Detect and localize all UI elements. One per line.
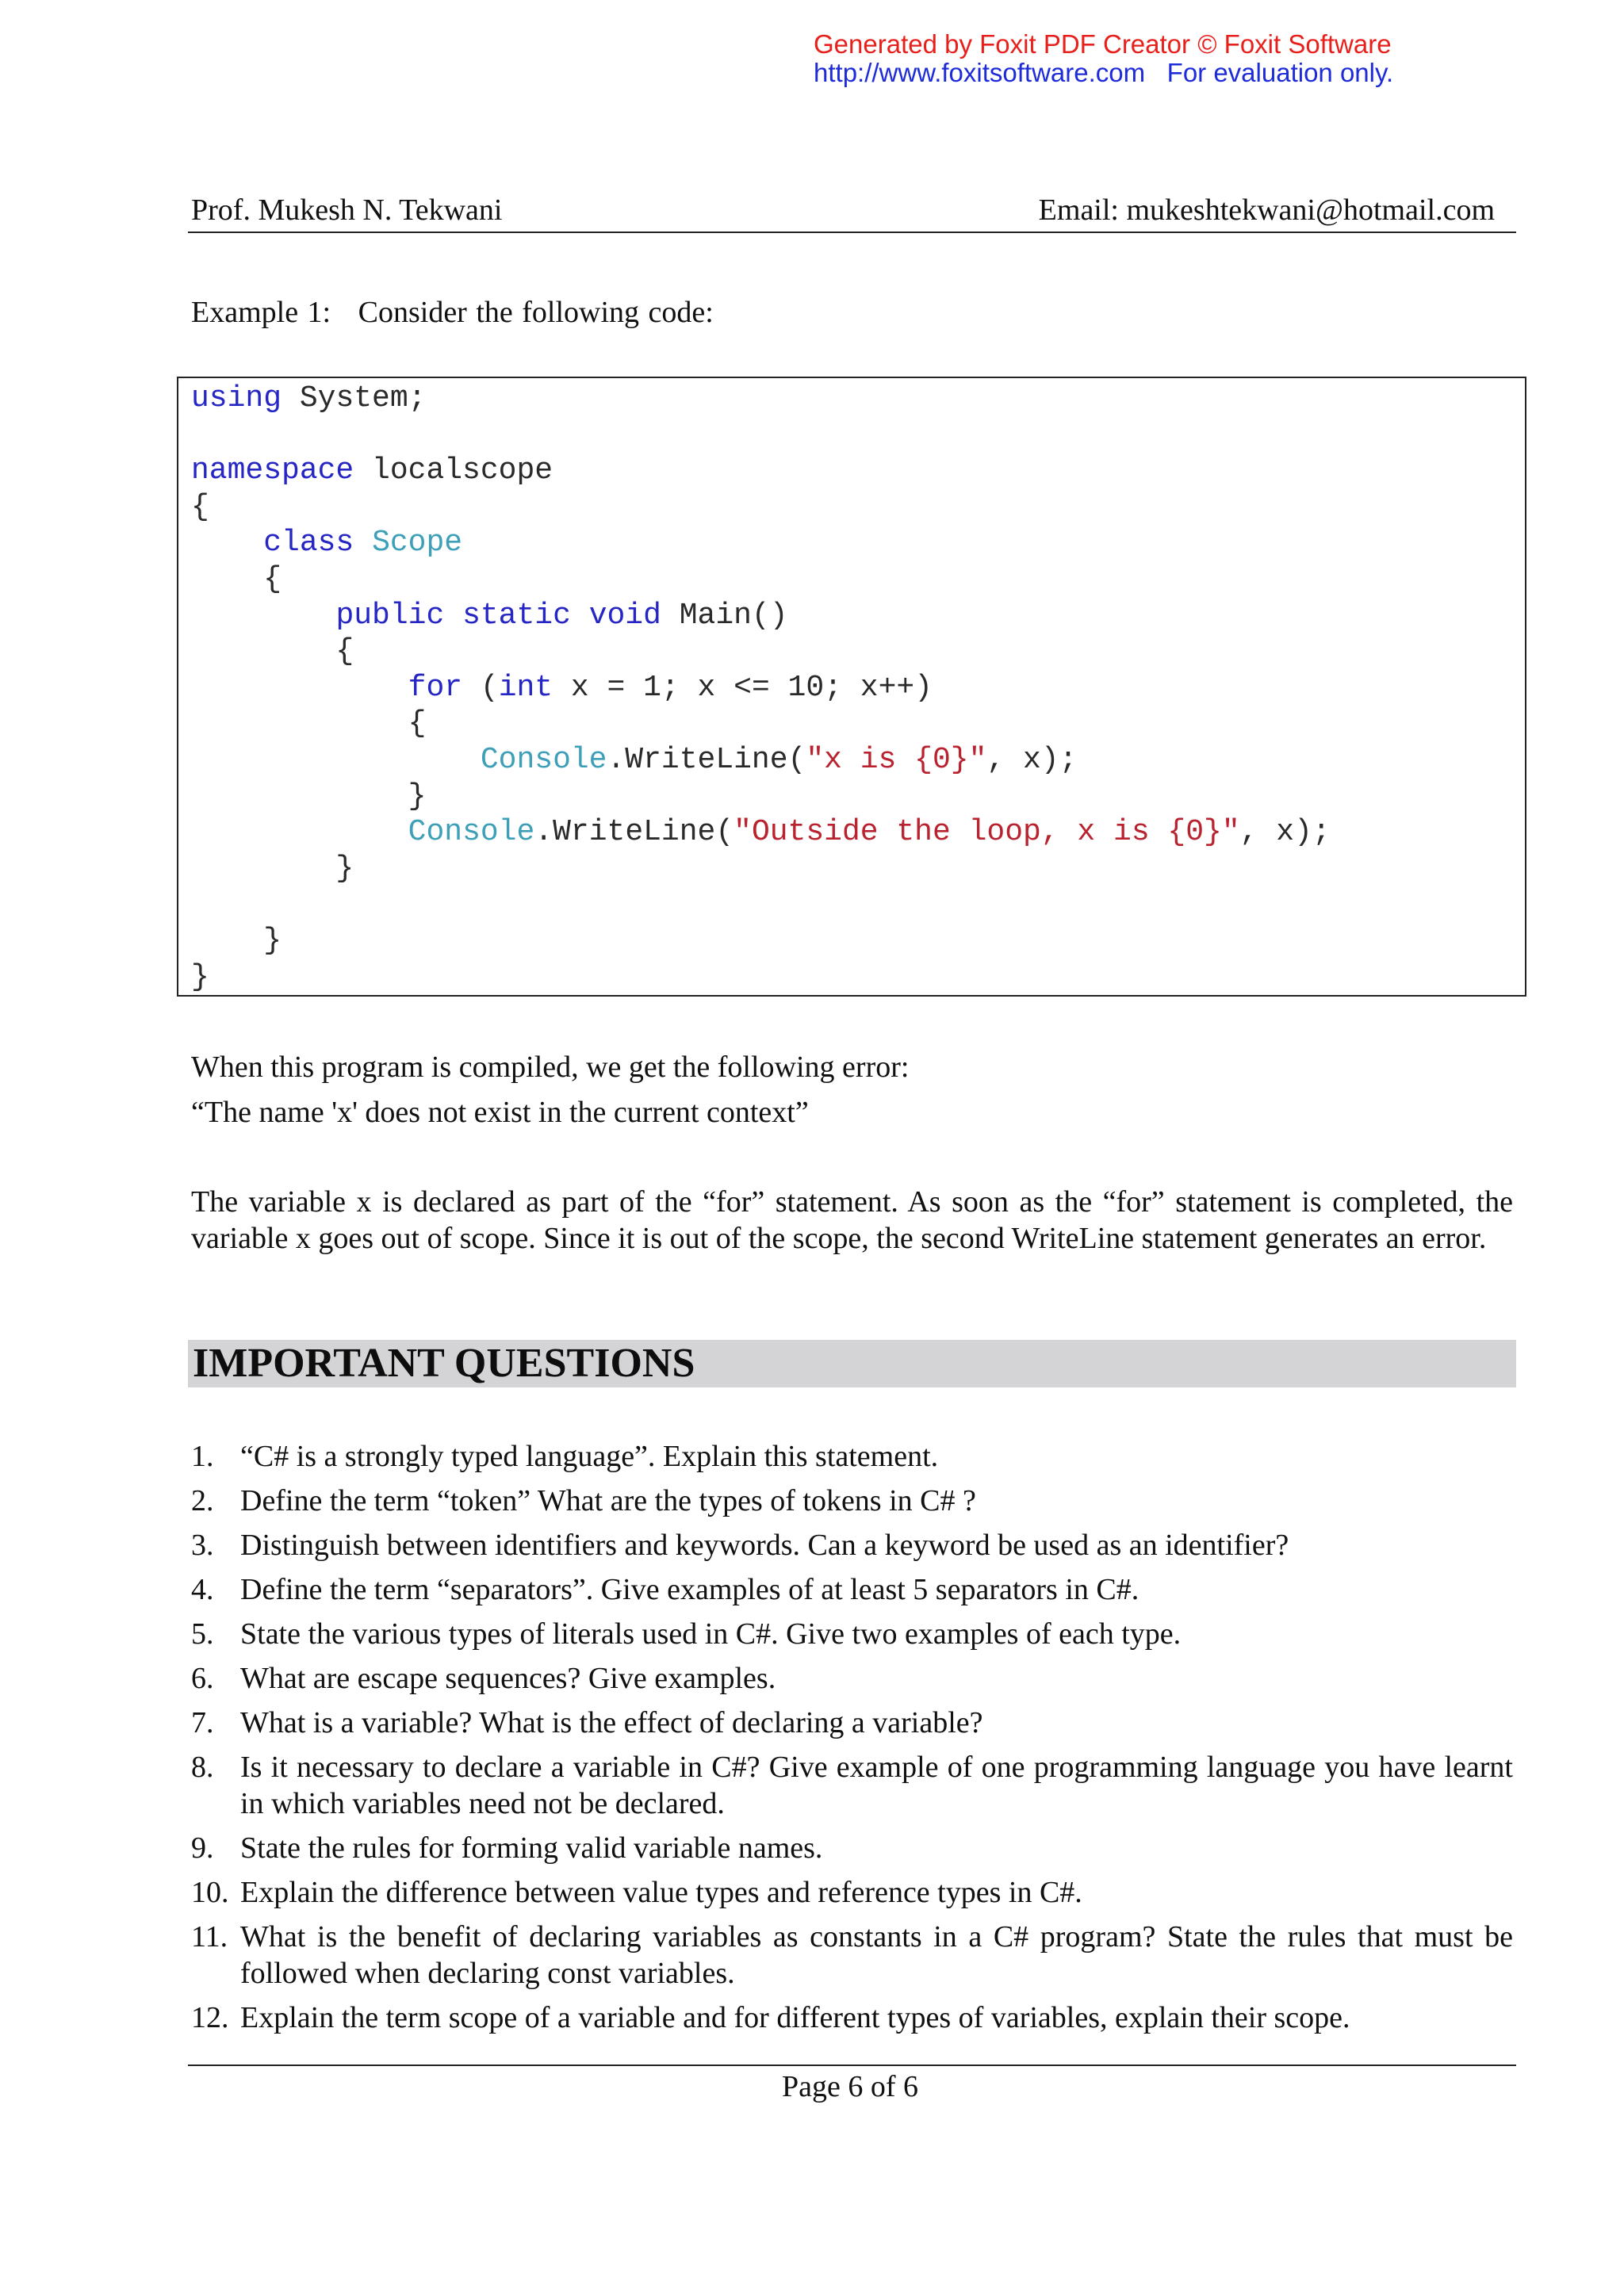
question-number: 5.	[191, 1617, 214, 1651]
code-text: {	[263, 561, 282, 596]
header-author: Prof. Mukesh N. Tekwani	[191, 193, 503, 227]
watermark-url-link[interactable]: http://www.foxitsoftware.com	[814, 58, 1146, 87]
code-keyword: public static void	[335, 598, 661, 633]
list-item	[191, 1571, 1513, 1608]
footer-rule	[188, 2064, 1516, 2066]
code-keyword: int	[498, 670, 553, 705]
question-text: Is it necessary to declare a variable in C#? Give example of one programming language you have learnt in which variables need not be declared.	[240, 1751, 1513, 1820]
code-listing	[191, 381, 1331, 995]
question-number: 12.	[191, 2001, 229, 2034]
code-string: "x is {0}"	[806, 742, 987, 777]
list-item	[191, 1919, 1513, 1992]
question-number: 9.	[191, 1831, 214, 1865]
page-number: Page 6 of 6	[781, 2070, 919, 2103]
code-keyword: class	[263, 526, 354, 561]
example-heading	[191, 295, 714, 330]
question-text: What is the benefit of declaring variables as constants in a C# program? State the rules that must be followed when declaring const variables.	[240, 1920, 1513, 1990]
question-number: 6.	[191, 1662, 214, 1695]
question-number: 3.	[191, 1529, 214, 1562]
section-title: IMPORTANT QUESTIONS	[193, 1341, 695, 1386]
question-number: 4.	[191, 1573, 214, 1606]
code-keyword: using	[191, 381, 282, 415]
question-number: 2.	[191, 1484, 214, 1517]
code-text: Main() {	[335, 598, 788, 669]
list-item	[191, 1749, 1513, 1822]
code-keyword: for	[408, 670, 463, 705]
code-text: .WriteLine(	[534, 815, 734, 850]
watermark-note: For evaluation only.	[1166, 58, 1394, 87]
question-text: What are escape sequences? Give examples.	[240, 1662, 776, 1695]
question-number: 1.	[191, 1440, 214, 1473]
code-type: Console	[480, 742, 607, 777]
question-text: Distinguish between identifiers and keywords. Can a keyword be used as an identifier?	[240, 1529, 1289, 1562]
code-text: .WriteLine(	[607, 742, 806, 777]
list-item	[191, 1874, 1513, 1911]
example-label: Example 1:	[191, 296, 331, 329]
list-item	[191, 1616, 1513, 1652]
code-type: Scope	[372, 526, 463, 561]
list-item	[191, 1660, 1513, 1697]
code-type: Console	[408, 815, 535, 850]
list-item	[191, 1999, 1513, 2036]
question-text: State the various types of literals used in C#. Give two examples of each type.	[240, 1617, 1182, 1651]
code-text	[354, 526, 372, 560]
question-text: Explain the difference between value types and reference types in C#.	[240, 1876, 1082, 1909]
code-text: localscope {	[191, 453, 553, 524]
code-text: x = 1; x <= 10; x++) {	[408, 670, 933, 741]
questions-list	[191, 1438, 1513, 2044]
header-email: Email: mukeshtekwani@hotmail.com	[1038, 193, 1495, 227]
list-item	[191, 1830, 1513, 1866]
question-text: Define the term “token” What are the types of tokens in C# ?	[240, 1484, 976, 1517]
list-item	[191, 1527, 1513, 1563]
question-text: Explain the term scope of a variable and for different types of variables, explain their scope.	[240, 2001, 1350, 2034]
list-item	[191, 1438, 1513, 1475]
foxit-watermark	[814, 30, 1393, 87]
question-number: 7.	[191, 1706, 214, 1739]
code-text: System;	[282, 381, 427, 415]
list-item	[191, 1705, 1513, 1741]
question-number: 10.	[191, 1876, 229, 1909]
question-number: 11.	[191, 1920, 228, 1954]
example-intro: Consider the following code:	[358, 296, 714, 329]
question-text: State the rules for forming valid variable names.	[240, 1831, 823, 1865]
error-intro: When this program is compiled, we get the following error:	[191, 1050, 910, 1084]
code-text: , x); }	[408, 742, 1078, 813]
watermark-line1: Generated by Foxit PDF Creator © Foxit Software	[814, 29, 1392, 59]
error-message: “The name 'x' does not exist in the current context”	[191, 1096, 809, 1129]
question-text: What is a variable? What is the effect of declaring a variable?	[240, 1706, 983, 1739]
question-number: 8.	[191, 1751, 214, 1784]
code-text: , x); } } }	[191, 815, 1331, 994]
explanation-paragraph: The variable x is declared as part of the “for” statement. As soon as the “for” statement is completed, the variable x goes out of scope. Since it is out of the scope, the second WriteLine statement generates an error.	[191, 1185, 1513, 1255]
code-keyword: namespace	[191, 453, 354, 488]
list-item	[191, 1483, 1513, 1519]
question-text: Define the term “separators”. Give examples of at least 5 separators in C#.	[240, 1573, 1139, 1606]
watermark-line2	[814, 59, 1393, 87]
question-text: “C# is a strongly typed language”. Explain this statement.	[240, 1440, 939, 1473]
code-text: (	[462, 670, 499, 705]
header-rule	[188, 232, 1516, 233]
code-string: "Outside the loop, x is {0}"	[733, 815, 1240, 850]
section-heading-bar	[188, 1340, 1516, 1387]
